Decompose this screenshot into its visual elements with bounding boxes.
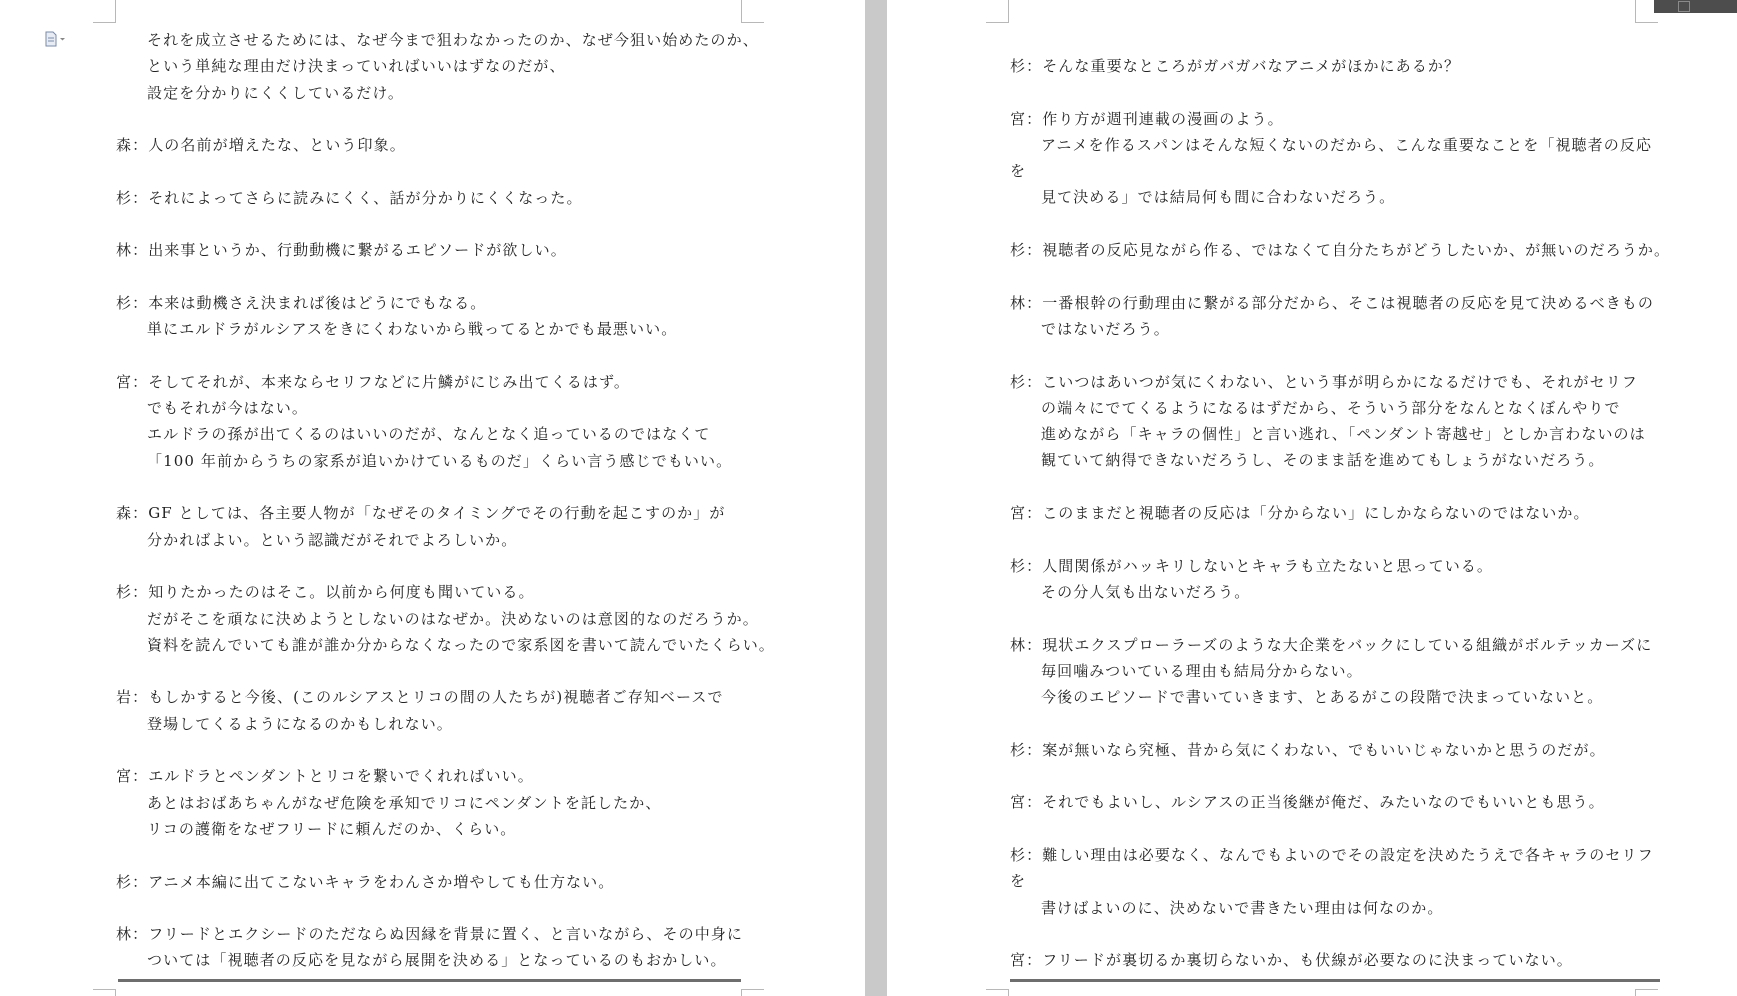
line-text: だがそこを頑なに決めようとしないのはなぜか。決めないのは意図的なのだろうか。 [147, 609, 759, 628]
text-line [116, 316, 746, 342]
dialogue-entry [1010, 290, 1660, 343]
text-line [1010, 369, 1660, 395]
text-line [116, 632, 775, 658]
text-line [1010, 106, 1660, 132]
text-line: 設定を分かりにくくしているだけ。 [147, 83, 405, 102]
text-line [116, 763, 746, 789]
line-text: 出来事というか、行動動機に繋がるエピソードが欲しい。 [148, 241, 567, 260]
speaker-label: 林： [1010, 293, 1043, 312]
dialogue-entry [116, 237, 746, 263]
document-icon[interactable] [44, 31, 66, 47]
text-line [1010, 789, 1660, 815]
dialogue-entry [1010, 106, 1660, 211]
crop-mark [986, 989, 1009, 996]
line-text: でもそれが今はない。 [147, 399, 309, 418]
dialogue-entry [1010, 789, 1660, 815]
dialogue-entry [1010, 500, 1660, 526]
speaker-label: 宮： [116, 767, 149, 786]
speaker-label: 森： [116, 136, 149, 155]
line-text: もしかすると今後、(このルシアスとリコの間の人たちが)視聴者ご存知ベースで [148, 688, 724, 707]
text-line [1010, 132, 1660, 158]
text-line [116, 421, 746, 447]
line-text: そんな重要なところがガバガバなアニメがほかにあるか？ [1042, 57, 1461, 75]
crop-mark [741, 989, 764, 996]
speaker-label: 杉： [1010, 740, 1043, 759]
dialogue-entry [116, 579, 775, 658]
text-line: という単純な理由だけ決まっていればいいはずなのだが、 [147, 57, 566, 76]
line-text: エルドラとペンダントとリコを繋いでくれればいい。 [148, 767, 534, 786]
text-line [116, 237, 746, 263]
text-line [116, 185, 746, 211]
dialogue-entry [116, 369, 746, 474]
dialogue-entry [116, 869, 746, 895]
speaker-label: 宮： [1010, 109, 1043, 128]
line-text: そしてそれが、本来ならセリフなどに片鱗がにじみ出てくるはず。 [148, 372, 631, 391]
text-line: それを成立させるためには、なぜ今まで狙わなかったのか、なぜ今狙い始めたのか、 [147, 31, 759, 49]
text-line [1010, 632, 1660, 658]
speaker-label: 杉： [116, 872, 149, 891]
speaker-label: 杉： [116, 293, 149, 312]
speaker-label: 杉： [1010, 57, 1043, 75]
text-line [116, 579, 746, 605]
dialogue-entry [1010, 632, 1660, 711]
speaker-label: 杉： [1010, 556, 1043, 575]
line-text: 分かればよい。という認識だがそれでよろしいか。 [147, 530, 518, 549]
line-text: 現状エクスプローラーズのような大企業をバックにしている組織がボルテッカーズに [1042, 635, 1653, 654]
text-line [1010, 395, 1660, 421]
speaker-label: 宮： [1010, 504, 1043, 523]
line-text: アニメ本編に出てこないキャラをわんさか増やしても仕方ない。 [148, 872, 615, 891]
line-text: GF としては、各主要人物が「なぜそのタイミングでその行動を起こすのか」が [148, 504, 726, 523]
line-text: 「100 年前からうちの家系が追いかけているものだ」くらい言う感じでもいい。 [147, 451, 733, 470]
dialogue-entry [116, 921, 746, 974]
line-text: 作り方が週刊連載の漫画のよう。 [1042, 109, 1284, 128]
speaker-label: 杉： [1010, 241, 1043, 260]
line-text: ではないだろう。 [1041, 319, 1170, 338]
text-line [1010, 237, 1671, 263]
text-line [1010, 658, 1660, 684]
text-line [1010, 553, 1660, 579]
dialogue-entry [116, 185, 746, 211]
text-line [116, 684, 746, 710]
page-gutter [865, 0, 887, 996]
text-line [116, 527, 746, 553]
speaker-label: 林： [116, 925, 149, 944]
text-line: を [1010, 162, 1027, 181]
speaker-label: 林： [1010, 635, 1043, 654]
line-text: こいつはあいつが気にくわない、という事が明らかになるだけでも、それがセリフ [1042, 372, 1638, 391]
line-text: それでもよいし、ルシアスの正当後継が俺だ、みたいなのでもいいとも思う。 [1042, 793, 1605, 812]
crop-mark [1635, 989, 1658, 996]
dialogue-entry [116, 500, 746, 553]
dialogue-entry [1010, 53, 1660, 79]
line-text: リコの護衛をなぜフリードに頼んだのか、くらい。 [147, 819, 517, 838]
line-text: の端々にでてくるようになるはずだから、そういう部分をなんとなくぼんやりで [1041, 398, 1621, 417]
line-text: 難しい理由は必要なく、なんでもよいのでその設定を決めたうえで各キャラのセリフ [1042, 845, 1654, 864]
text-line [116, 869, 746, 895]
speaker-label: 杉： [116, 583, 149, 602]
crop-mark [93, 0, 116, 23]
text-line [116, 395, 746, 421]
text-line [1010, 842, 1660, 868]
line-text: 知りたかったのはそこ。以前から何度も聞いている。 [148, 583, 535, 602]
document-page-left [0, 0, 865, 996]
text-line [1010, 290, 1660, 316]
text-line [116, 369, 746, 395]
line-text: フリードが裏切るか裏切らないか、も伏線が必要なのに決まっていない。 [1042, 951, 1573, 970]
line-text: エルドラの孫が出てくるのはいいのだが、なんとなく追っているのではなくて [147, 425, 711, 444]
crop-mark [741, 0, 764, 23]
line-text: 単にエルドラがルシアスをきにくわないから戦ってるとかでも最悪いい。 [147, 320, 678, 339]
text-line [1010, 500, 1660, 526]
text-line [116, 711, 746, 737]
dialogue-entry [1010, 842, 1660, 921]
crop-mark [986, 0, 1009, 23]
line-text: 今後のエピソードで書いていきます、とあるがこの段階で決まっていないと。 [1041, 688, 1604, 707]
line-text: 視聴者の反応見ながら作る、ではなくて自分たちがどうしたいか、が無いのだろうか。 [1042, 241, 1671, 260]
text-line [1010, 737, 1660, 763]
document-page-right [887, 0, 1737, 996]
line-text: それによってさらに読みにくく、話が分かりにくくなった。 [148, 188, 583, 207]
line-text: フリードとエクシードのただならぬ因縁を背景に置く、と言いながら、その中身に [148, 925, 744, 944]
line-text: 人間関係がハッキリしないとキャラも立たないと思っている。 [1042, 556, 1494, 575]
dialogue-entry [116, 763, 746, 842]
text-line [1010, 579, 1660, 605]
text-line [116, 790, 746, 816]
text-line [1010, 684, 1660, 710]
speaker-label: 岩： [116, 688, 149, 707]
speaker-label: 宮： [1010, 951, 1043, 970]
dialogue-entry [116, 684, 746, 737]
text-line [1010, 947, 1660, 973]
line-text: 登場してくるようになるのかもしれない。 [147, 714, 453, 733]
text-line [116, 500, 746, 526]
text-line [116, 947, 746, 973]
dialogue-entry [1010, 947, 1660, 973]
speaker-label: 杉： [1010, 845, 1043, 864]
dialogue-entry [116, 290, 746, 343]
dialogue-entry [116, 27, 759, 106]
speaker-label: 杉： [1010, 372, 1043, 391]
speaker-label: 宮： [1010, 793, 1043, 812]
text-line [116, 290, 746, 316]
text-line [116, 606, 759, 632]
line-text: 毎回噛みついている理由も結局分からない。 [1041, 661, 1363, 680]
line-text: 資料を読んでいても誰が誰か分からなくなったので家系図を書いて読んでいたくらい。 [147, 635, 775, 654]
line-text: 人の名前が増えたな、という印象。 [148, 136, 406, 155]
crop-mark [93, 989, 116, 996]
dialogue-entry [1010, 237, 1671, 263]
line-text: ついては「視聴者の反応を見ながら展開を決める」となっているのもおかしい。 [147, 951, 727, 970]
line-text: 案が無いなら究極、昔から気にくわない、でもいいじゃないかと思うのだが。 [1042, 740, 1606, 759]
page-bottom-rule [1010, 979, 1660, 982]
speaker-label: 杉： [116, 188, 149, 207]
left-page-text [116, 27, 775, 974]
text-line [1010, 447, 1660, 473]
speaker-label: 森： [116, 504, 149, 523]
text-line [116, 448, 746, 474]
right-page-text [1010, 53, 1671, 973]
line-text: あとはおばあちゃんがなぜ危険を承知でリコにペンダントを託したか、 [147, 793, 662, 812]
text-line [1010, 421, 1660, 447]
line-text: その分人気も出ないだろう。 [1041, 582, 1251, 601]
speaker-label: 林： [116, 241, 149, 260]
line-text: 一番根幹の行動理由に繋がる部分だから、そこは視聴者の反応を見て決めるべきもの [1042, 293, 1655, 312]
text-line [1010, 316, 1660, 342]
dialogue-entry [116, 132, 746, 158]
line-text: 本来は動機さえ決まれば後はどうにでもなる。 [148, 293, 487, 312]
text-line [1010, 53, 1660, 79]
text-line: を [1010, 872, 1027, 891]
dialogue-entry [1010, 737, 1660, 763]
text-line [116, 921, 746, 947]
line-text: アニメを作るスパンはそんな短くないのだから、こんな重要なことを「視聴者の反応 [1041, 135, 1653, 154]
dialogue-entry [1010, 369, 1660, 474]
text-line [116, 132, 746, 158]
text-line: 見て決める」では結局何も間に合わないだろう。 [1041, 188, 1396, 207]
page-bottom-rule [118, 979, 741, 982]
dialogue-entry [1010, 553, 1660, 606]
line-text: 観ていて納得できないだろうし、そのまま話を進めてもしょうがないだろう。 [1041, 451, 1605, 470]
text-line: 書けばよいのに、決めないで書きたい理由は何なのか。 [1041, 898, 1444, 917]
line-text: このままだと視聴者の反応は「分からない」にしかならないのではないか。 [1042, 504, 1590, 523]
fullscreen-icon[interactable] [1678, 1, 1690, 12]
speaker-label: 宮： [116, 372, 149, 391]
text-line [116, 816, 746, 842]
toolbar-widget[interactable] [1654, 0, 1737, 13]
line-text: 進めながら「キャラの個性」と言い逃れ、「ペンダント寄越せ」としか言わないのは [1041, 425, 1646, 444]
